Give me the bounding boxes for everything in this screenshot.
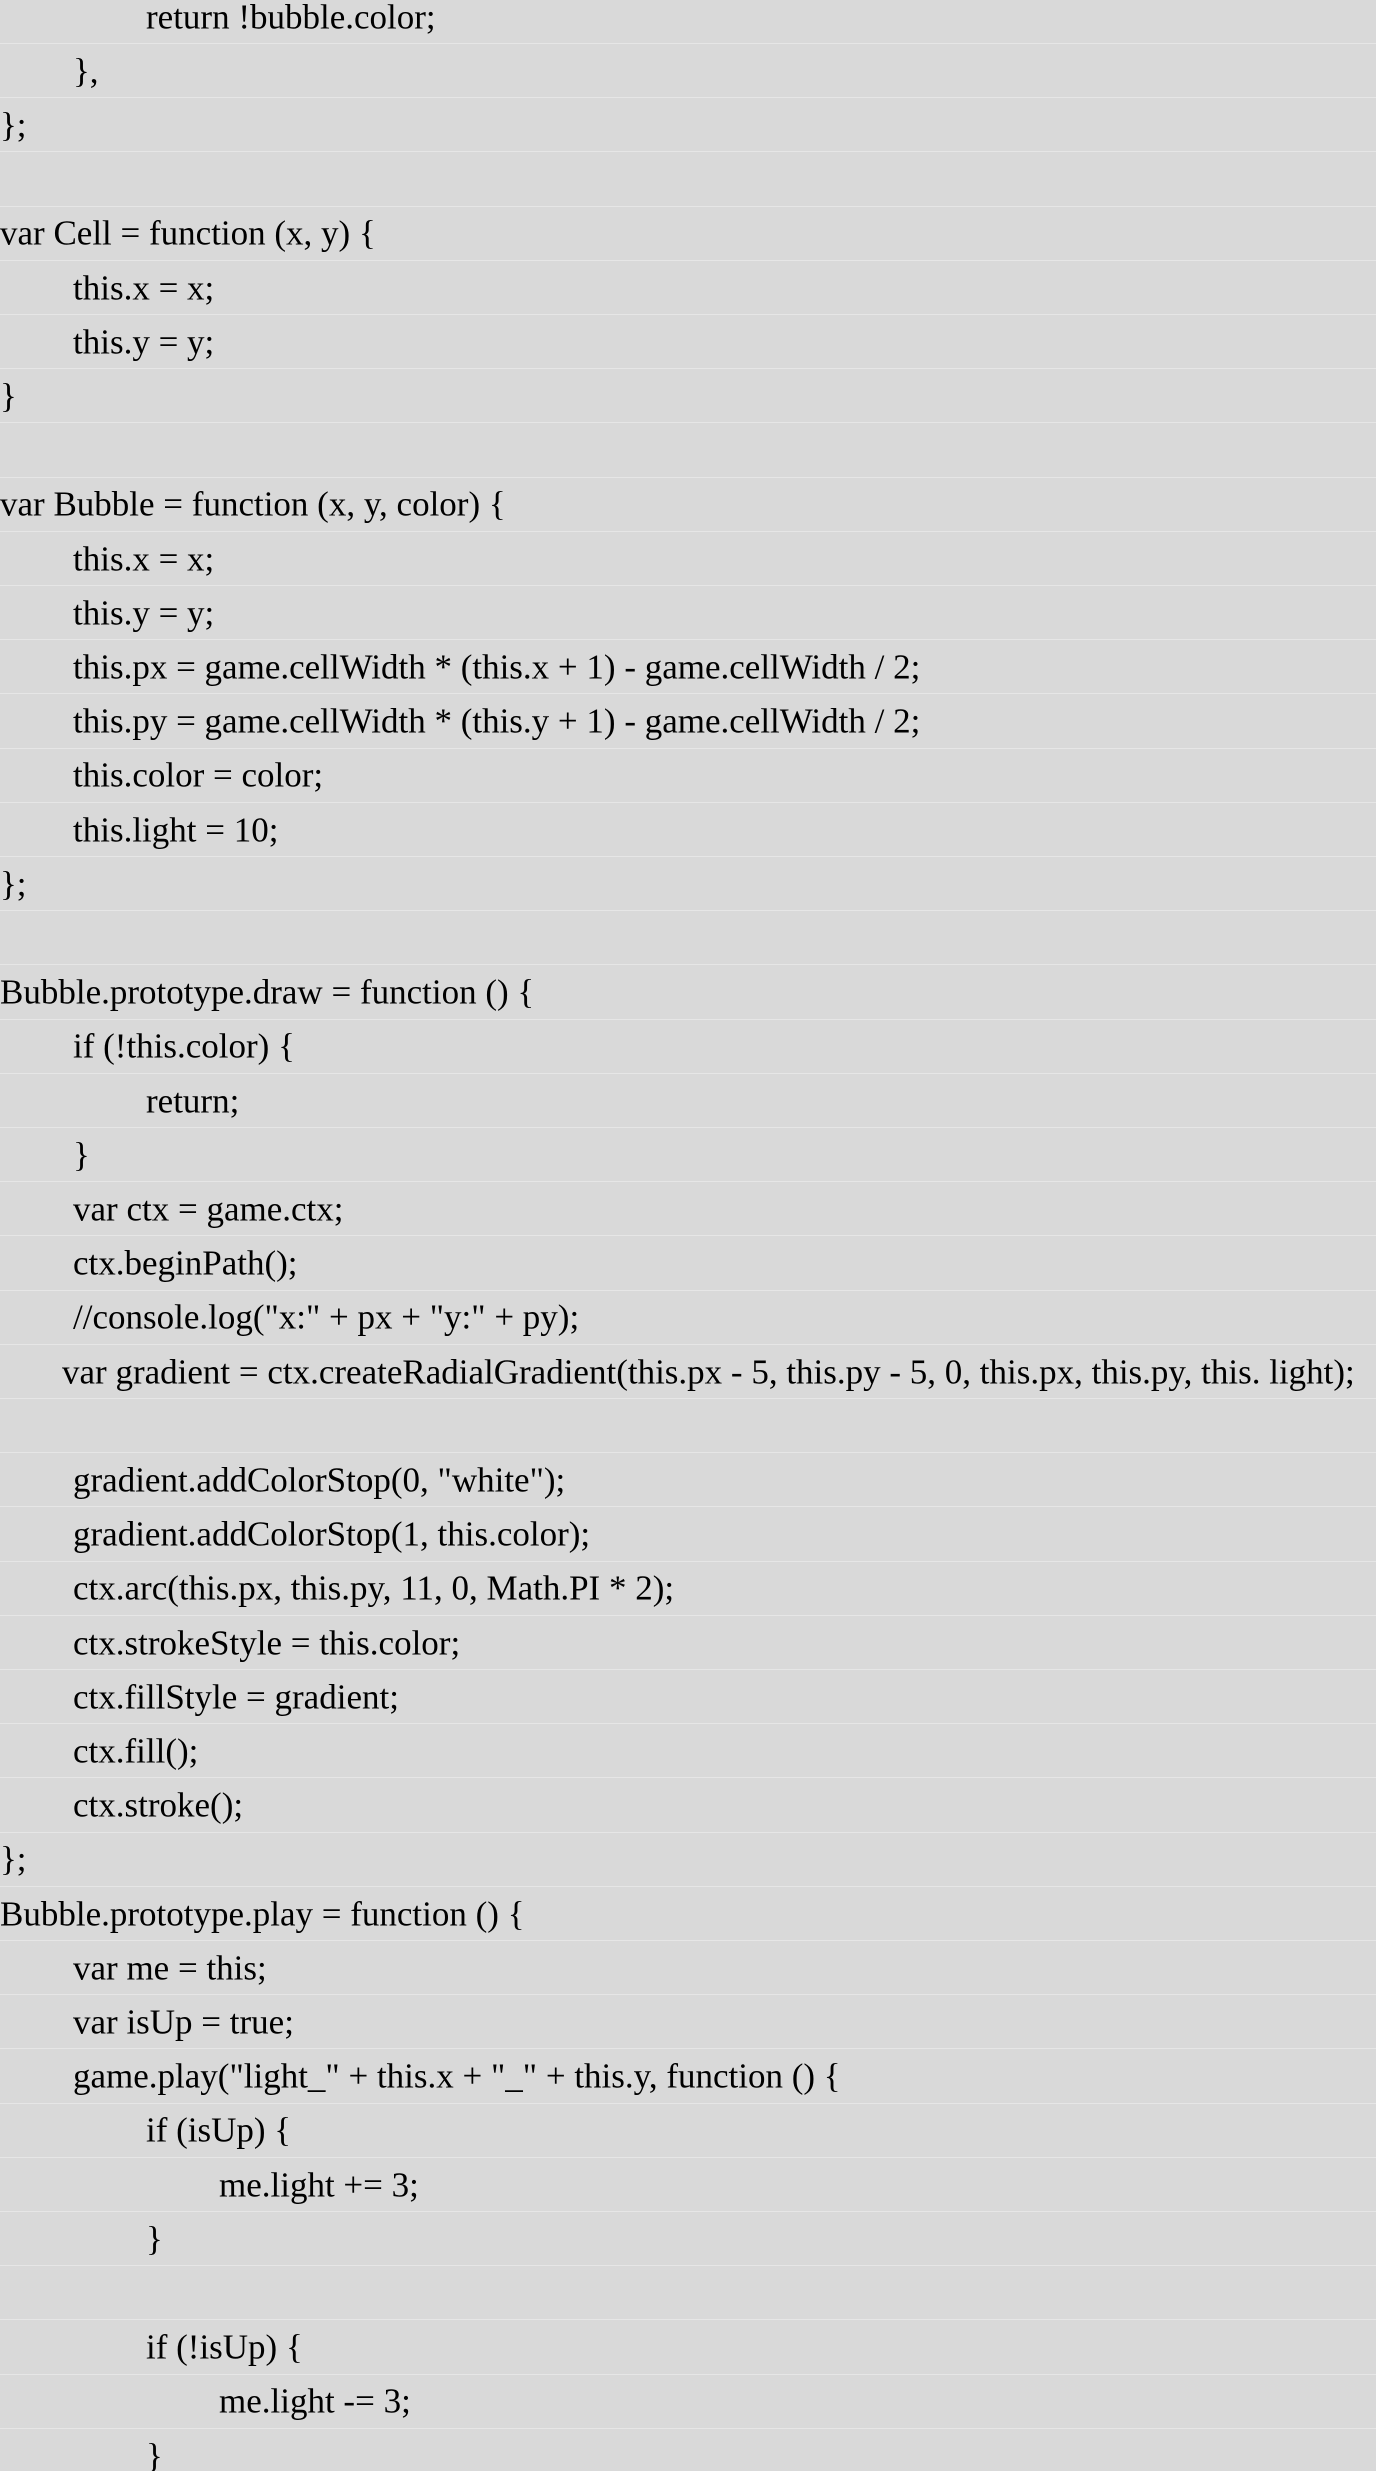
code-line-text: return !bubble.color; (146, 0, 436, 36)
code-line-text: this.x = x; (73, 539, 215, 578)
code-line-text: }; (0, 105, 27, 145)
code-line (0, 966, 1376, 1020)
code-line-text: gradient.addColorStop(0, "white"); (73, 1460, 566, 1500)
code-line (0, 2050, 1376, 2104)
code-line-text: ctx.fill(); (73, 1731, 199, 1771)
code-line (0, 695, 1376, 749)
code-line-text: var me = this; (73, 1948, 267, 1988)
blank-line (0, 911, 1376, 965)
code-line-text: var isUp = true; (73, 2002, 294, 2042)
code-line-text: Bubble.prototype.play = function () { (0, 1894, 525, 1933)
code-line-text: }, (73, 51, 99, 91)
code-line-text: game.play("light_" + this.x + "_" + this.y, function () { (73, 2056, 841, 2096)
code-line (0, 640, 1376, 694)
code-line-text: me.light -= 3; (219, 2381, 411, 2421)
code-line (0, 1345, 1376, 1399)
code-line (0, 532, 1376, 586)
code-line (0, 1724, 1376, 1778)
code-line (0, 1887, 1376, 1941)
code-line (0, 315, 1376, 369)
blank-line (0, 1399, 1376, 1453)
code-line-text: gradient.addColorStop(1, this.color); (73, 1514, 591, 1554)
code-line-text: this.py = game.cellWidth * (this.y + 1) - game.cellWidth / 2; (73, 701, 921, 741)
code-line (0, 749, 1376, 803)
code-line (0, 1833, 1376, 1887)
code-line (0, 1616, 1376, 1670)
code-line (0, 586, 1376, 640)
code-line (0, 2321, 1376, 2375)
code-line-text: ctx.fillStyle = gradient; (73, 1677, 399, 1717)
code-line (0, 1562, 1376, 1616)
code-line (0, 2212, 1376, 2266)
code-line-text: } (146, 2219, 163, 2259)
code-line (0, 1779, 1376, 1833)
code-line-text: this.y = y; (73, 322, 215, 362)
code-line (0, 478, 1376, 532)
code-line-text: me.light += 3; (219, 2165, 419, 2204)
code-line (0, 2429, 1376, 2471)
code-line (0, 1670, 1376, 1724)
code-line (0, 1453, 1376, 1507)
code-line (0, 0, 1376, 44)
code-line-text: var Cell = function (x, y) { (0, 213, 376, 253)
blank-line (0, 424, 1376, 478)
code-line-text: ctx.strokeStyle = this.color; (73, 1623, 461, 1662)
blank-line (0, 153, 1376, 207)
code-line-text: if (!this.color) { (73, 1026, 295, 1066)
code-line (0, 857, 1376, 911)
code-line (0, 261, 1376, 315)
code-line-text: if (isUp) { (146, 2110, 292, 2150)
code-line (0, 1995, 1376, 2049)
code-line-text: Bubble.prototype.draw = function () { (0, 972, 535, 1012)
code-line (0, 1182, 1376, 1236)
code-line-text: } (146, 2436, 163, 2471)
code-line-text: }; (0, 864, 27, 904)
code-line-text: }; (0, 1839, 27, 1879)
code-line-text: } (73, 1135, 90, 1175)
code-line (0, 2375, 1376, 2429)
code-line (0, 803, 1376, 857)
code-line (0, 1291, 1376, 1345)
code-line (0, 1128, 1376, 1182)
code-line (0, 2104, 1376, 2158)
code-line (0, 1020, 1376, 1074)
code-line (0, 1941, 1376, 1995)
code-line-text: this.y = y; (73, 593, 215, 633)
code-line-text: } (0, 376, 17, 416)
code-line (0, 98, 1376, 152)
code-line-text: this.light = 10; (73, 810, 279, 849)
blank-line (0, 2266, 1376, 2320)
code-line-text: var ctx = game.ctx; (73, 1189, 344, 1229)
code-line-text: this.color = color; (73, 755, 324, 795)
code-line-text: return; (146, 1081, 240, 1120)
code-line (0, 1508, 1376, 1562)
code-line (0, 369, 1376, 423)
code-line-text: var Bubble = function (x, y, color) { (0, 484, 506, 524)
code-line (0, 207, 1376, 261)
code-line-text: ctx.arc(this.px, this.py, 11, 0, Math.PI * 2); (73, 1568, 675, 1608)
code-line-text: var gradient = ctx.createRadialGradient(this.px - 5, this.py - 5, 0, this.px, this.py, this. light); (62, 1352, 1355, 1391)
code-line (0, 1237, 1376, 1291)
code-line (0, 2158, 1376, 2212)
code-line (0, 44, 1376, 98)
code-line (0, 1074, 1376, 1128)
code-line-text: //console.log("x:" + px + "y:" + py); (73, 1297, 580, 1337)
code-line-text: this.px = game.cellWidth * (this.x + 1) - game.cellWidth / 2; (73, 647, 921, 687)
code-line-text: ctx.stroke(); (73, 1785, 244, 1825)
code-line-text: this.x = x; (73, 268, 215, 307)
code-line-text: ctx.beginPath(); (73, 1243, 298, 1283)
code-line-text: if (!isUp) { (146, 2327, 303, 2367)
